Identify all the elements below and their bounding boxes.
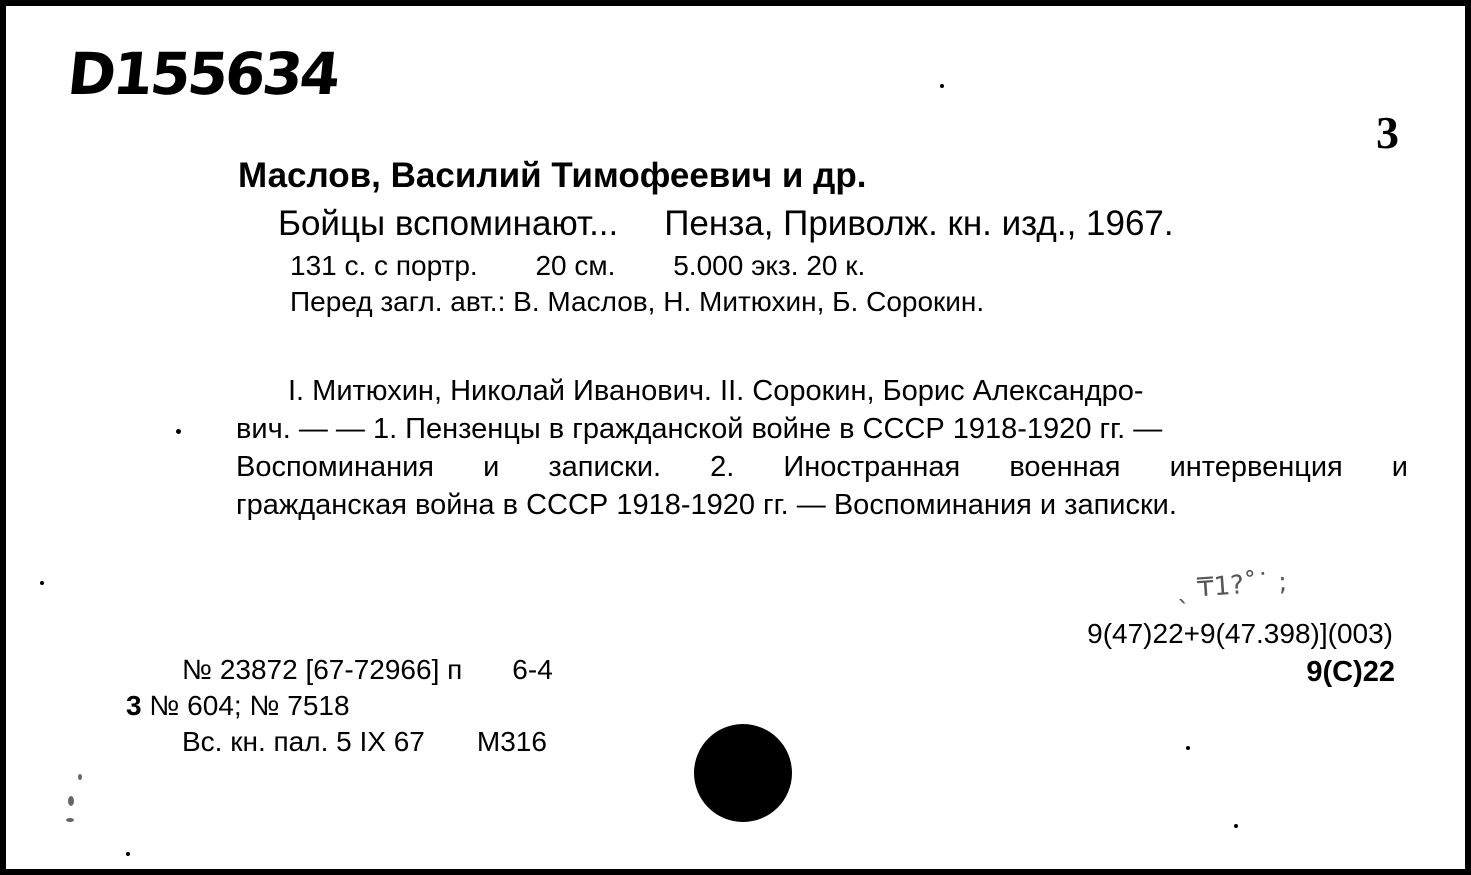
tracing-word: и (483, 451, 500, 483)
title-line (278, 204, 1174, 244)
tracing-line: вич. — — 1. Пензенцы в гражданской войне в СССР 1918-1920 гг. — (236, 413, 1163, 445)
order-number: № 23872 [67-72966] п (182, 654, 463, 685)
tracing-word: военная (1009, 451, 1121, 483)
tracing-word: Воспоминания (236, 451, 435, 483)
tracing-word: интервенция (1169, 451, 1343, 483)
title: Бойцы вспоминают... (278, 204, 619, 243)
authors-note: Перед загл. авт.: В. Маслов, Н. Митюхин, Б. Сорокин. (290, 286, 985, 317)
record-prefix: 3 (126, 690, 142, 721)
speck (66, 818, 74, 822)
speck (1234, 824, 1238, 828)
copies-price: 5.000 экз. 20 к. (673, 250, 866, 281)
book-chamber-text: Вс. кн. пал. 5 IX 67 (182, 726, 425, 757)
punch-hole (694, 724, 792, 822)
speck (176, 429, 181, 434)
imprint: Пенза, Приволж. кн. изд., 1967. (664, 204, 1174, 243)
order-code: 6-4 (512, 654, 553, 685)
speck (940, 84, 944, 88)
record-line (126, 690, 350, 722)
tracing-line: гражданская война в СССР 1918-1920 гг. — Воспоминания и записки. (236, 489, 1177, 521)
book-chamber-line (182, 726, 547, 758)
speck (126, 852, 130, 856)
classification-short: 9(С)22 (1306, 656, 1395, 688)
section-mark: 3 (1376, 107, 1399, 158)
speck (40, 581, 44, 585)
speck (1186, 746, 1190, 750)
handwritten-mark: ˎ ₸1?˚˙ ; (1175, 567, 1289, 605)
size: 20 см. (535, 250, 616, 281)
handwritten-inventory-number: D155634 (64, 40, 341, 108)
classification-index: 9(47)22+9(47.398)](003) (1087, 618, 1393, 649)
order-line (182, 654, 553, 686)
tracing-block (236, 372, 1408, 524)
tracing-word: и (1391, 451, 1408, 483)
author-heading: Маслов, Василий Тимофеевич и др. (238, 156, 867, 195)
tracing-word: записки. (548, 451, 662, 483)
book-chamber-code: М316 (476, 726, 547, 757)
tracing-line: I. Митюхин, Николай Иванович. II. Сорокин, Борис Александро- (288, 375, 1144, 407)
record-numbers: № 604; № 7518 (149, 690, 350, 721)
speck (78, 774, 82, 780)
physical-description (290, 250, 865, 282)
tracing-word: Иностранная (783, 451, 961, 483)
tracing-word: 2. (710, 451, 735, 483)
tracing-line-justified (236, 448, 1408, 486)
pages: 131 с. с портр. (290, 250, 478, 281)
speck (68, 796, 74, 806)
